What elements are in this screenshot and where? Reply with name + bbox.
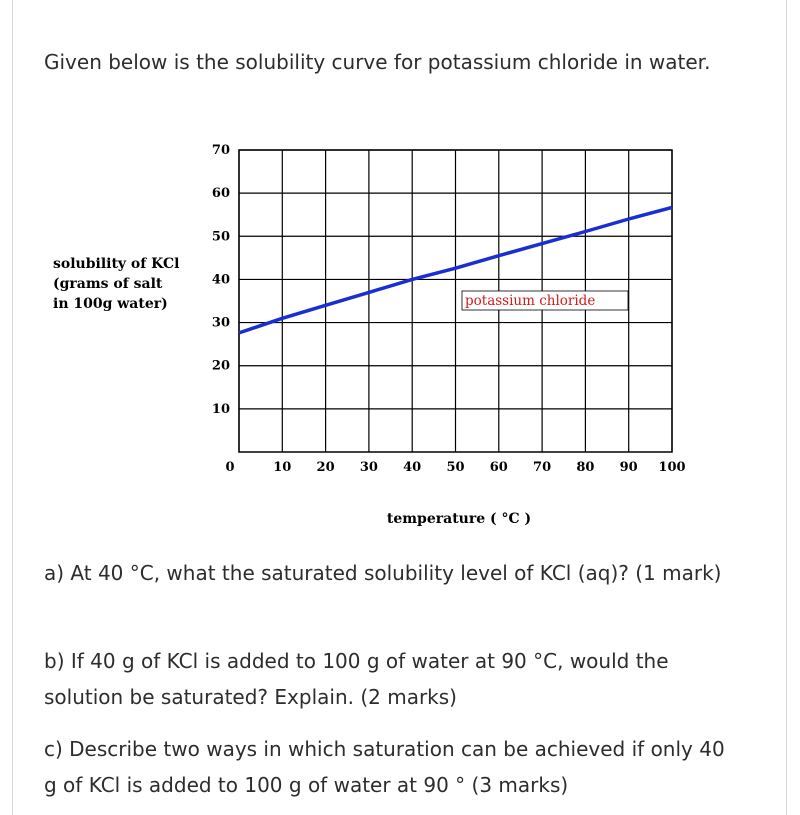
question-a: a) At 40 °C, what the saturated solubility level of KCl (aq)? (1 mark) xyxy=(44,561,722,585)
intro-text: Given below is the solubility curve for potassium chloride in water. xyxy=(44,50,711,74)
y-tick-label: 20 xyxy=(211,358,230,374)
x-tick-label: 30 xyxy=(359,460,378,475)
x-tick-label: 40 xyxy=(403,460,422,475)
y-tick-label: 50 xyxy=(211,229,230,245)
x-tick-label: 10 xyxy=(273,460,292,475)
y-tick-label: 40 xyxy=(211,272,230,288)
question-b: b) If 40 g of KCl is added to 100 g of water at 90 °C, would the solution be saturated? Explain. (2 marks) xyxy=(44,649,669,709)
y-axis-label-line: in 100g water) xyxy=(53,296,168,312)
x-tick-label: 60 xyxy=(489,460,508,475)
y-tick-label: 10 xyxy=(211,401,230,417)
x-tick-label: 80 xyxy=(576,460,595,475)
series-label-text: potassium chloride xyxy=(465,293,596,309)
y-tick-label: 60 xyxy=(211,186,230,202)
y-tick-label: 70 xyxy=(211,143,230,158)
y-axis-label-line: (grams of salt xyxy=(53,276,163,292)
x-tick-label: 70 xyxy=(533,460,552,475)
y-tick-label: 30 xyxy=(211,315,230,331)
x-tick-label: 0 xyxy=(225,460,235,475)
x-axis-label: temperature ( °C ) xyxy=(386,511,532,527)
question-c: c) Describe two ways in which saturation can be achieved if only 40 g of KCl is added to 100 g of water at 90 ° (3 marks) xyxy=(44,737,725,797)
x-tick-label: 20 xyxy=(316,460,335,475)
y-axis-label-line: solubility of KCl xyxy=(53,256,180,272)
x-tick-label: 90 xyxy=(619,460,638,475)
x-tick-label: 50 xyxy=(446,460,465,475)
x-tick-label: 100 xyxy=(658,460,686,475)
